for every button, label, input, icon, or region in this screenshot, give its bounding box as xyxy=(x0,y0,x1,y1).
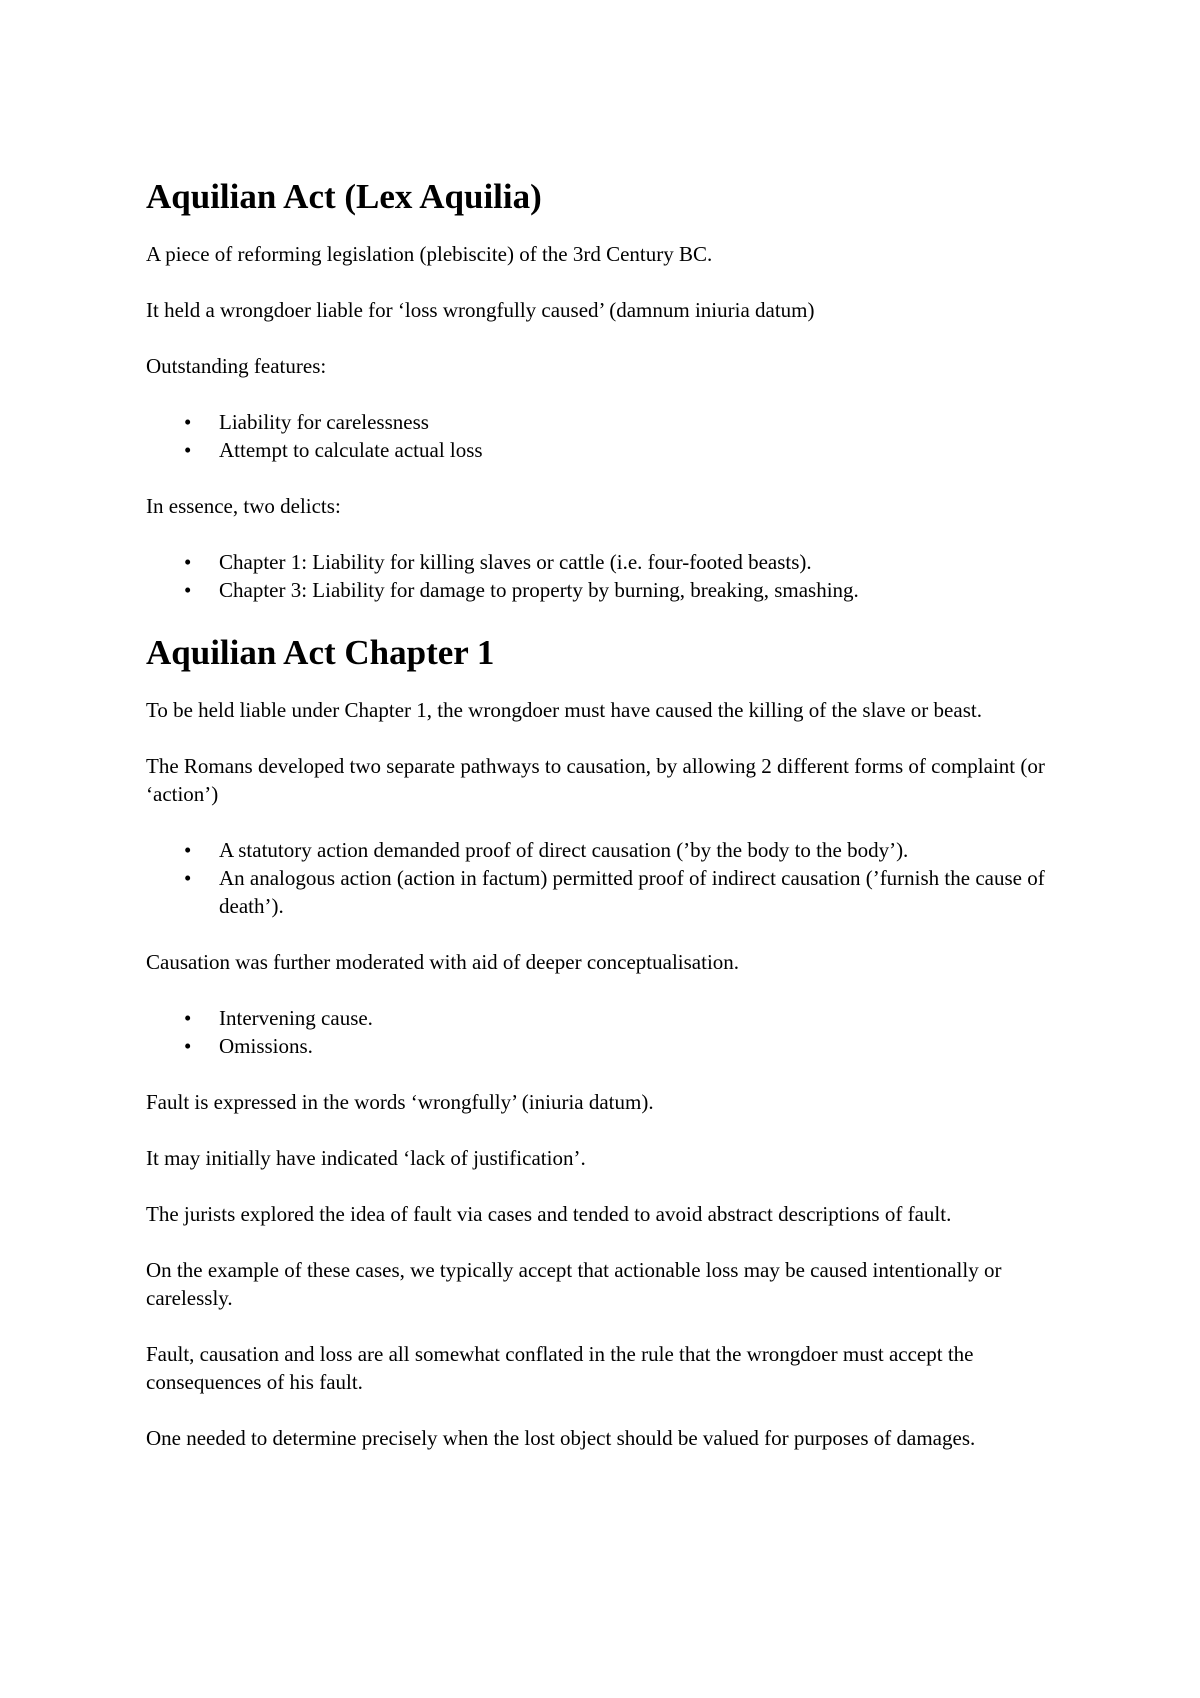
paragraph-valuation: One needed to determine precisely when the lost object should be valued for purposes of damages. xyxy=(146,1426,976,1450)
bullet-icon: • xyxy=(184,578,192,602)
bullet-icon: • xyxy=(184,550,192,574)
heading-aquilian-act: Aquilian Act (Lex Aquilia) xyxy=(146,177,542,216)
paragraph-chapter-1-liability: To be held liable under Chapter 1, the wrongdoer must have caused the killing of the slave or beast. xyxy=(146,698,982,722)
bullet-icon: • xyxy=(184,410,192,434)
paragraph-fault-expressed: Fault is expressed in the words ‘wrongfully’ (iniuria datum). xyxy=(146,1090,654,1114)
list-item: • Liability for carelessness xyxy=(184,410,429,434)
list-item: • Chapter 1: Liability for killing slaves or cattle (i.e. four-footed beasts). xyxy=(184,550,812,574)
bullet-icon: • xyxy=(184,1034,192,1058)
list-item: • An analogous action (action in factum) permitted proof of indirect causation (’furnish the cause of death’). xyxy=(184,866,1045,918)
paragraph-actionable-loss: On the example of these cases, we typically accept that actionable loss may be caused intentionally or carelessly. xyxy=(146,1258,1002,1310)
list-item: • Chapter 3: Liability for damage to property by burning, breaking, smashing. xyxy=(184,578,859,602)
list-item: • Attempt to calculate actual loss xyxy=(184,438,483,462)
paragraph-wrongdoer-liable: It held a wrongdoer liable for ‘loss wrongfully caused’ (damnum iniuria datum) xyxy=(146,298,815,322)
list-item: • Omissions. xyxy=(184,1034,313,1058)
document-page xyxy=(146,176,1066,1480)
causation-concepts-list xyxy=(146,1004,1066,1060)
bullet-icon: • xyxy=(184,838,192,862)
features-list xyxy=(146,408,1066,464)
paragraph-outstanding-features: Outstanding features: xyxy=(146,354,327,378)
paragraph-lack-of-justification: It may initially have indicated ‘lack of justification’. xyxy=(146,1146,586,1170)
paragraph-causation-pathways: The Romans developed two separate pathways to causation, by allowing 2 different forms of complaint (or ‘action’) xyxy=(146,754,1045,806)
actions-list xyxy=(146,836,1066,920)
list-item: • A statutory action demanded proof of direct causation (’by the body to the body’). xyxy=(184,838,909,862)
list-item: • Intervening cause. xyxy=(184,1006,373,1030)
paragraph-causation-moderated: Causation was further moderated with aid of deeper conceptualisation. xyxy=(146,950,740,974)
paragraph-two-delicts: In essence, two delicts: xyxy=(146,494,341,518)
paragraph-fault-causation-loss: Fault, causation and loss are all somewhat conflated in the rule that the wrongdoer must accept the consequences of his fault. xyxy=(146,1342,974,1394)
bullet-icon: • xyxy=(184,438,192,462)
paragraph-jurists-explored: The jurists explored the idea of fault via cases and tended to avoid abstract descriptions of fault. xyxy=(146,1202,952,1226)
bullet-icon: • xyxy=(184,1006,192,1030)
bullet-icon: • xyxy=(184,866,192,890)
delicts-list xyxy=(146,548,1066,604)
heading-chapter-1: Aquilian Act Chapter 1 xyxy=(146,633,495,672)
paragraph-legislation: A piece of reforming legislation (plebiscite) of the 3rd Century BC. xyxy=(146,242,713,266)
